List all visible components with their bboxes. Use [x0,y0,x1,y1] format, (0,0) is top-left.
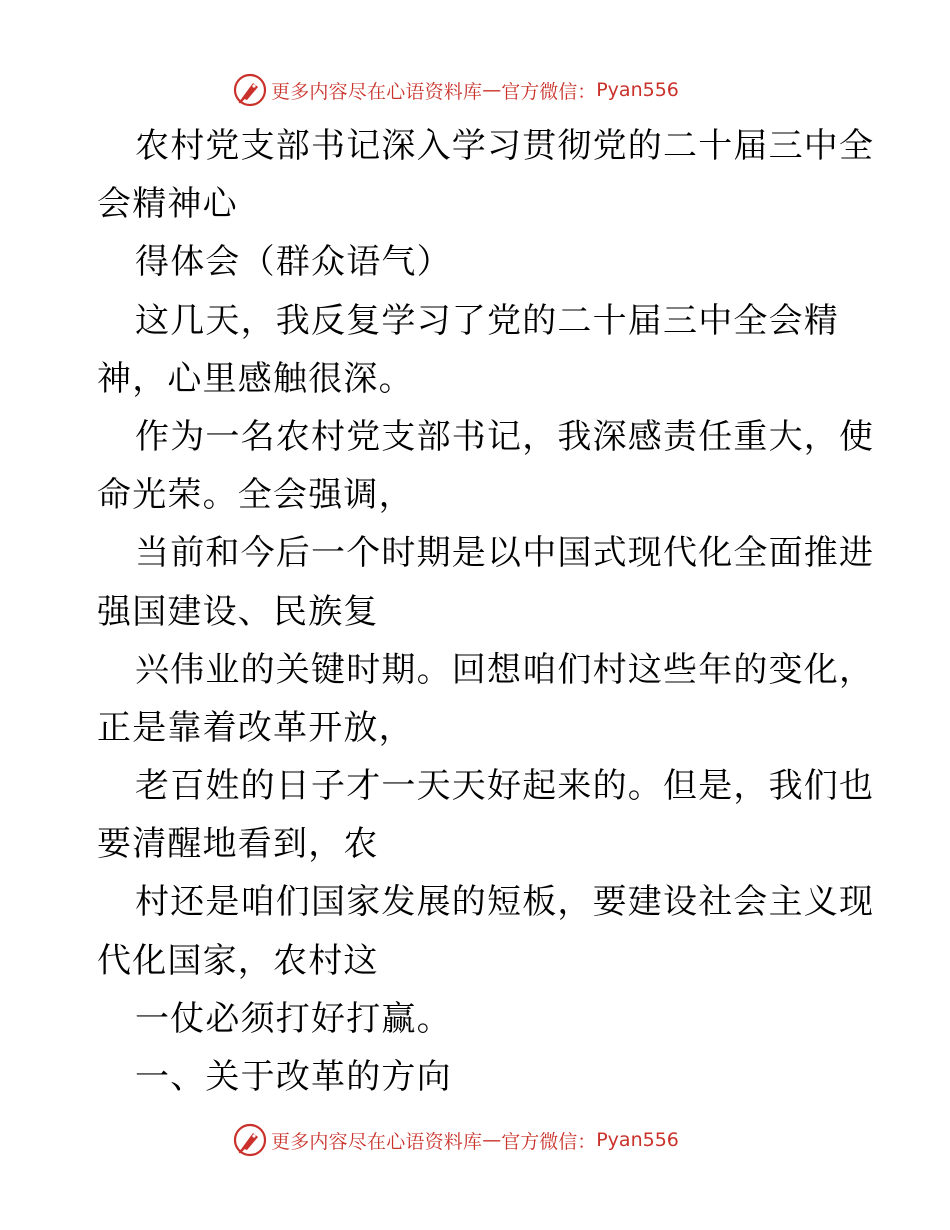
watermark-wechat-id: Pyan556 [596,1129,679,1151]
watermark-text: 更多内容尽在心语资料库 [271,80,483,103]
document-line: 强国建设、民族复 [97,591,379,632]
document-line: 得体会（群众语气） [135,242,452,283]
pen-nib-logo-icon [233,73,267,107]
watermark-wechat-id: Pyan556 [596,79,679,101]
document-line: 正是靠着改革开放， [97,707,414,748]
watermark-text: 更多内容尽在心语资料库 [271,1130,483,1153]
watermark-contact-label: 官方微信： [501,1130,597,1153]
document-line: 命光荣。全会强调， [97,475,414,516]
document-line: 作为一名农村党支部书记，我深感责任重大，使 [135,416,875,457]
watermark-contact-label: 官方微信： [501,80,597,103]
document-line: 代化国家，农村这 [97,940,379,981]
footer-watermark [233,1121,679,1159]
document-line: 兴伟业的关键时期。回想咱们村这些年的变化， [135,649,875,690]
document-line: 一仗必须打好打赢。 [135,998,452,1039]
document-line: 老百姓的日子才一天天好起来的。但是，我们也 [135,766,875,807]
document-line: 当前和今后一个时期是以中国式现代化全面推进 [135,533,875,574]
document-line: 村还是咱们国家发展的短板，要建设社会主义现 [135,882,875,923]
document-line: 要清醒地看到，农 [97,824,379,865]
section-heading: 一、关于改革的方向 [135,1057,452,1097]
document-line: 神，心里感触很深。 [97,358,414,399]
document-body [97,117,875,1106]
document-line: 这几天，我反复学习了党的二十届三中全会精 [135,300,839,341]
document-line: 会精神心 [97,184,238,225]
header-watermark [233,71,679,109]
watermark-separator: — [482,1129,502,1151]
watermark-separator: — [482,79,502,101]
document-line: 农村党支部书记深入学习贯彻党的二十届三中全 [135,126,875,166]
pen-nib-logo-icon [233,1123,267,1157]
